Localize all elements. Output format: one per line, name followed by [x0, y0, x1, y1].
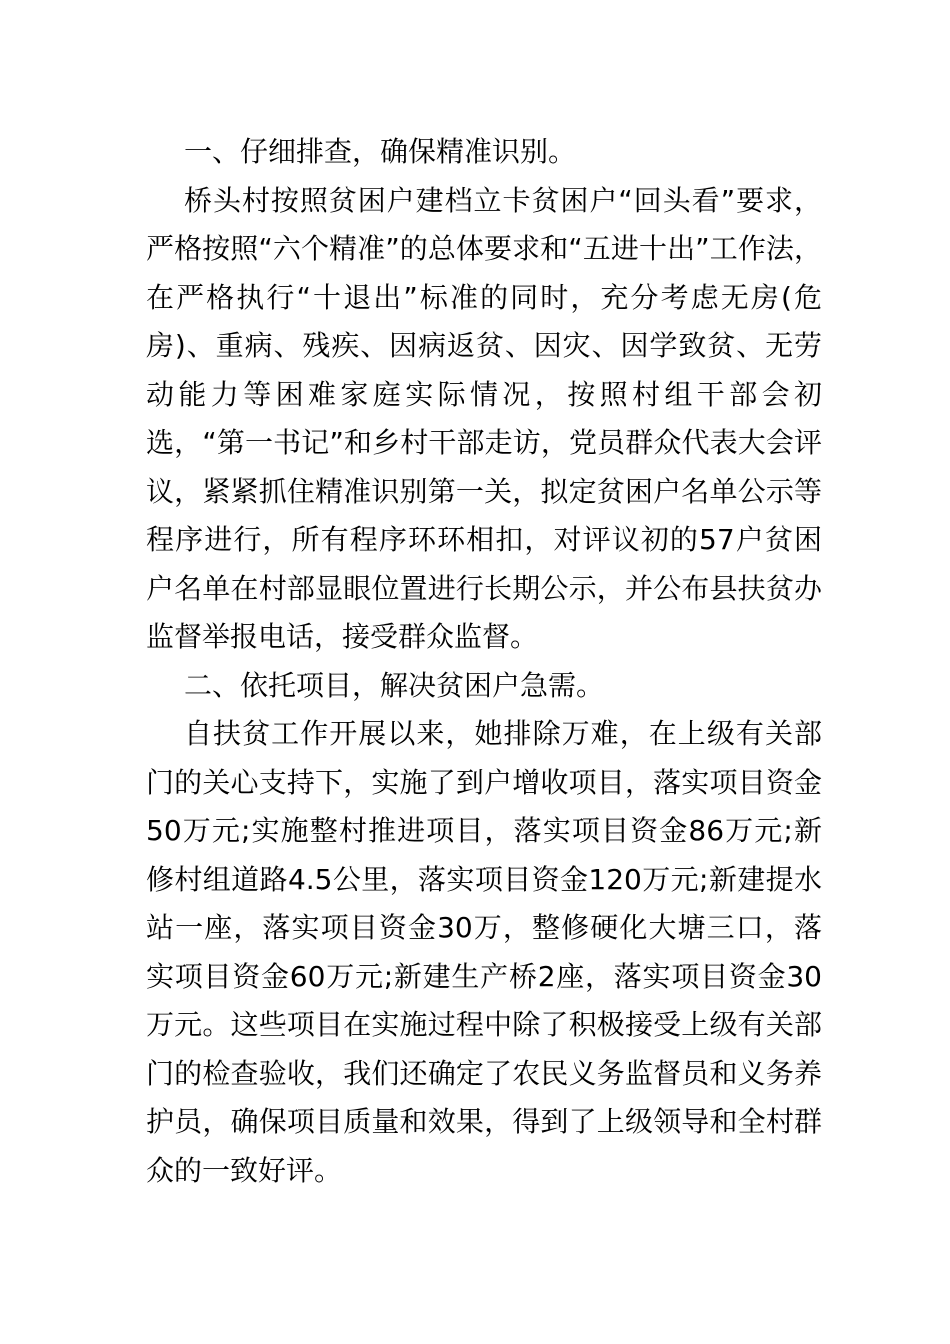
section-heading-1: 一、仔细排查，确保精准识别。: [184, 135, 577, 168]
paragraph-projects: 自扶贫工作开展以来，她排除万难，在上级有关部门的关心支持下，实施了到户增收项目，落实项目资金50万元;实施整村推进项目，落实项目资金86万元;新修村组道路4.5公里，落实项目资金120万元;新建提水站一座，落实项目资金30万，整修硬化大塘三口，落实项目资金60万元;新建生产桥2座，落实项目资金30万元。这些项目在实施过程中除了积极接受上级有关部门的检查验收，我们还确定了农民义务监督员和义务养护员，确保项目质量和效果，得到了上级领导和全村群众的一致好评。: [146, 717, 822, 1187]
paragraph-identification: 桥头村按照贫困户建档立卡贫困户“回头看”要求，严格按照“六个精准”的总体要求和“五进十出”工作法，在严格执行“十退出”标准的同时，充分考虑无房(危房)、重病、残疾、因病返贫、因灾、因学致贫、无劳动能力等困难家庭实际情况，按照村组干部会初选，“第一书记”和乡村干部走访，党员群众代表大会评议，紧紧抓住精准识别第一关，拟定贫困户名单公示等程序进行，所有程序环环相扣，对评议初的57户贫困户名单在村部显眼位置进行长期公示，并公布县扶贫办监督举报电话，接受群众监督。: [146, 183, 822, 653]
document-body: [146, 128, 822, 1195]
section-heading-2: 二、依托项目，解决贫困户急需。: [184, 668, 605, 702]
